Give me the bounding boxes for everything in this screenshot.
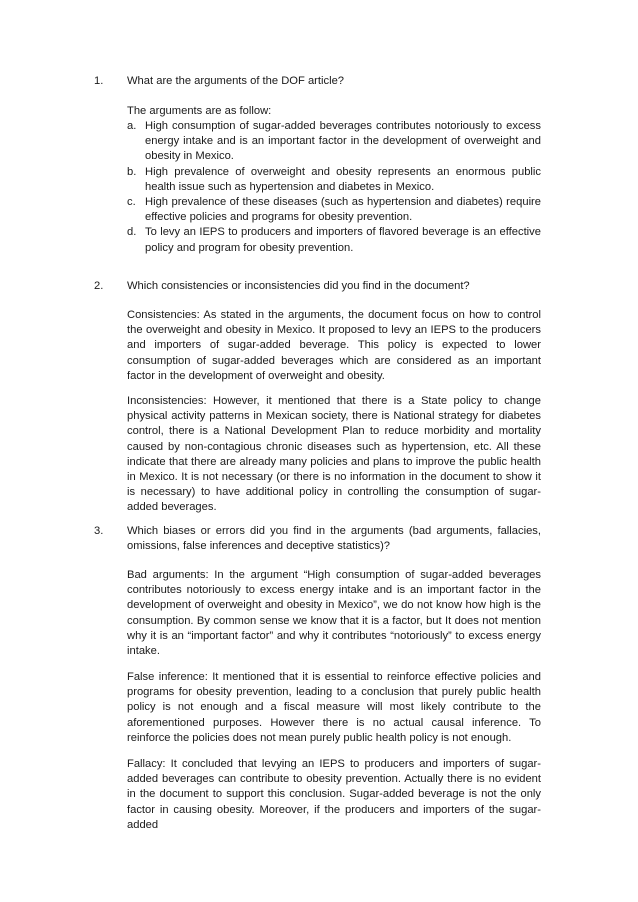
question-3-number: 3. <box>94 525 104 537</box>
question-3-text: Which biases or errors did you find in the arguments (bad arguments, fallacies, omissions, false inferences and deceptive statistics)? <box>127 525 541 553</box>
false-inference-paragraph: False inference: It mentioned that it is essential to reinforce effective policies and programs for obesity prevention, leading to a conclusion that purely public health policy is not enough and a fiscal measure will most likely contribute to the aforementioned purposes. However there is no actual causal inference. To reinforce the policies does not mean purely public health policy is not enough. <box>127 671 541 744</box>
consistencies-paragraph: Consistencies: As stated in the arguments, the document focus on how to control the overweight and obesity in Mexico. It proposed to levy an IEPS to the producers and importers of sugar-added beverage. This policy is expected to lower consumption of sugar-added beverages which are considered as an important factor in the development of overweight and obesity. <box>127 309 541 382</box>
question-1-intro: The arguments are as follow: <box>127 105 272 117</box>
list-item: d. To levy an IEPS to producers and importers of flavored beverage is an effective policy and program for obesity prevention. <box>127 226 541 254</box>
argument-list <box>127 119 541 256</box>
inconsistencies-paragraph: Inconsistencies: However, it mentioned that there is a State policy to change physical activity patterns in Mexican society, there is National strategy for diabetes control, there is a National Development Plan to reduce morbidity and mortality caused by non-contagious chronic diseases such as hypertension, etc. All these indicate that there are already many policies and plans to improve the public health in Mexico. It is not necessary (or there is no information in the document to show it is necessary) to have additional policy in controlling the consumption of sugar-added beverages. <box>127 395 541 514</box>
bad-arguments-paragraph: Bad arguments: In the argument “High consumption of sugar-added beverages contributes notoriously to excess energy intake and is an important factor in the development of overweight and obesity in Mexico”, we do not know how high is the consumption. By common sense we know that it is a factor, but It does not mention why it is an “important factor” and why it contributes “notoriously” to excess energy intake. <box>127 569 541 658</box>
question-1-text: What are the arguments of the DOF article? <box>127 75 345 87</box>
list-item: b. High prevalence of overweight and obesity represents an enormous public health issue such as hypertension and diabetes in Mexico. <box>127 165 541 193</box>
list-item: a. High consumption of sugar-added beverages contributes notoriously to excess energy intake and is an important factor in the development of overweight and obesity in Mexico. <box>127 120 541 163</box>
question-1-number: 1. <box>94 75 104 87</box>
question-2-number: 2. <box>94 280 104 292</box>
question-2-text: Which consistencies or inconsistencies did you find in the document? <box>127 280 470 292</box>
fallacy-paragraph: Fallacy: It concluded that levying an IEPS to producers and importers of sugar-added beverages can contribute to obesity prevention. Actually there is no evident in the document to support this conclusion. Sugar-added beverage is not the only factor in causing obesity. Moreover, if the producers and importers of the sugar-added <box>127 758 541 831</box>
list-item: c. High prevalence of these diseases (such as hypertension and diabetes) require effective policies and programs for obesity prevention. <box>127 196 541 224</box>
